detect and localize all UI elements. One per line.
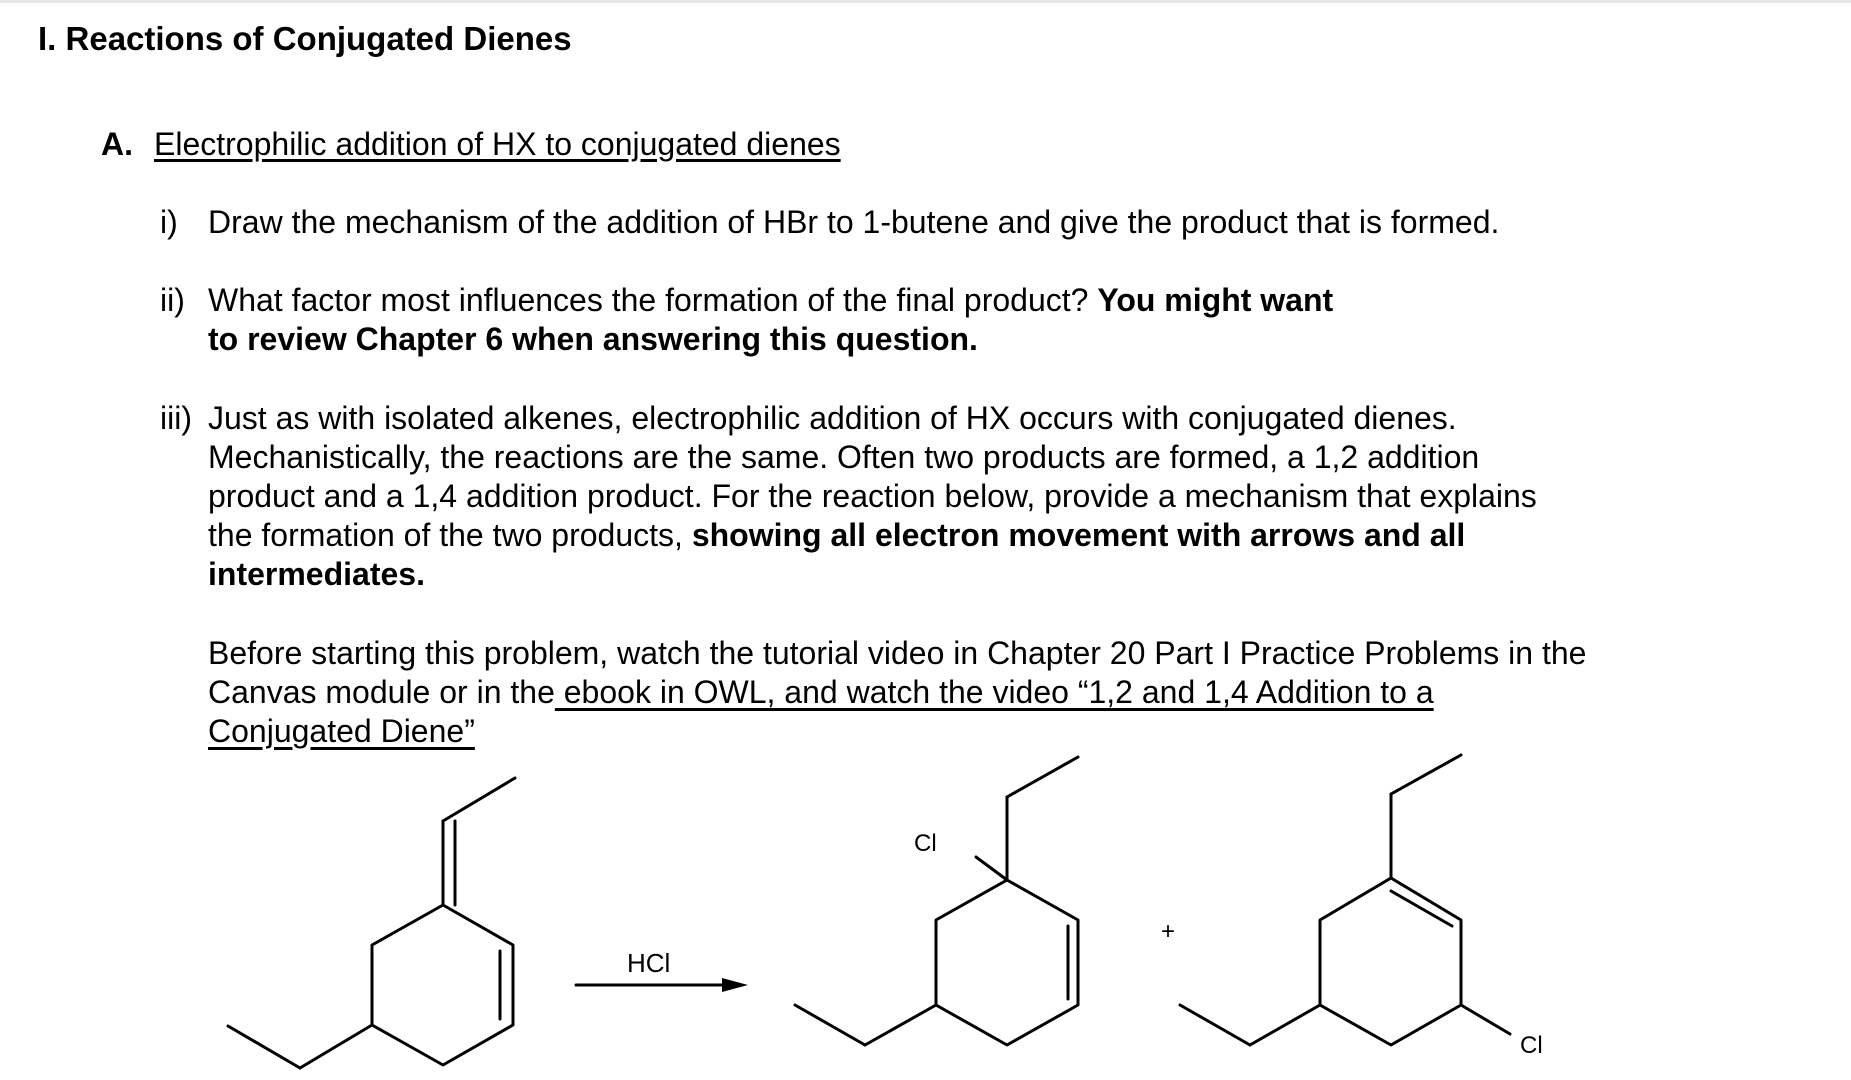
question-1-text: Draw the mechanism of the addition of HBr to 1-butene and give the product that is formed. [208, 204, 1500, 240]
chlorine-label-1: Cl [914, 830, 937, 857]
reagent-label: HCl [627, 948, 671, 978]
reaction-scheme [0, 740, 1851, 1080]
top-border [0, 0, 1851, 3]
note-text: Canvas module or in the [208, 674, 555, 710]
page-title: I. Reactions of Conjugated Dienes [38, 20, 572, 57]
section-letter: A. [101, 126, 133, 162]
question-3-line-3: product and a 1,4 addition product. For the reaction below, provide a mechanism that explains [208, 478, 1537, 514]
question-2-bold-1: You might want [1097, 282, 1334, 318]
question-3-line-2: Mechanistically, the reactions are the same. Often two products are formed, a 1,2 addition [208, 439, 1480, 475]
question-1-number: i) [160, 204, 178, 240]
question-2-number: ii) [160, 282, 185, 318]
product-1-2-structure [795, 757, 1078, 1045]
question-3-line-4 [208, 516, 1465, 555]
section-title: Electrophilic addition of HX to conjugated dienes [154, 126, 841, 162]
question-3-number: iii) [160, 400, 192, 436]
question-3-line-1: Just as with isolated alkenes, electrophilic addition of HX occurs with conjugated dienes. [208, 400, 1457, 436]
note-line-1: Before starting this problem, watch the tutorial video in Chapter 20 Part I Practice Problems in the [208, 635, 1587, 671]
question-2-bold-2: to review Chapter 6 when answering this question. [208, 321, 978, 357]
note-line-2 [208, 673, 1434, 712]
product-1-4-structure [1180, 755, 1510, 1045]
chlorine-label-2: Cl [1520, 1032, 1543, 1059]
question-3-line-4-bold: showing all electron movement with arrows and all [691, 517, 1466, 553]
question-2-text: What factor most influences the formation of the final product? [208, 282, 1098, 318]
video-link-continued[interactable]: Conjugated Diene” [208, 713, 475, 749]
reaction-arrow [576, 978, 748, 992]
reactant-structure [228, 778, 515, 1068]
question-3-line-4-text: the formation of the two products, [208, 517, 692, 553]
video-link[interactable]: ebook in OWL, and watch the video “1,2 and 1,4 Addition to a [554, 674, 1434, 710]
question-2-line-1 [208, 281, 1333, 320]
question-3-line-5: intermediates. [208, 556, 425, 592]
plus-sign: + [1160, 918, 1176, 945]
